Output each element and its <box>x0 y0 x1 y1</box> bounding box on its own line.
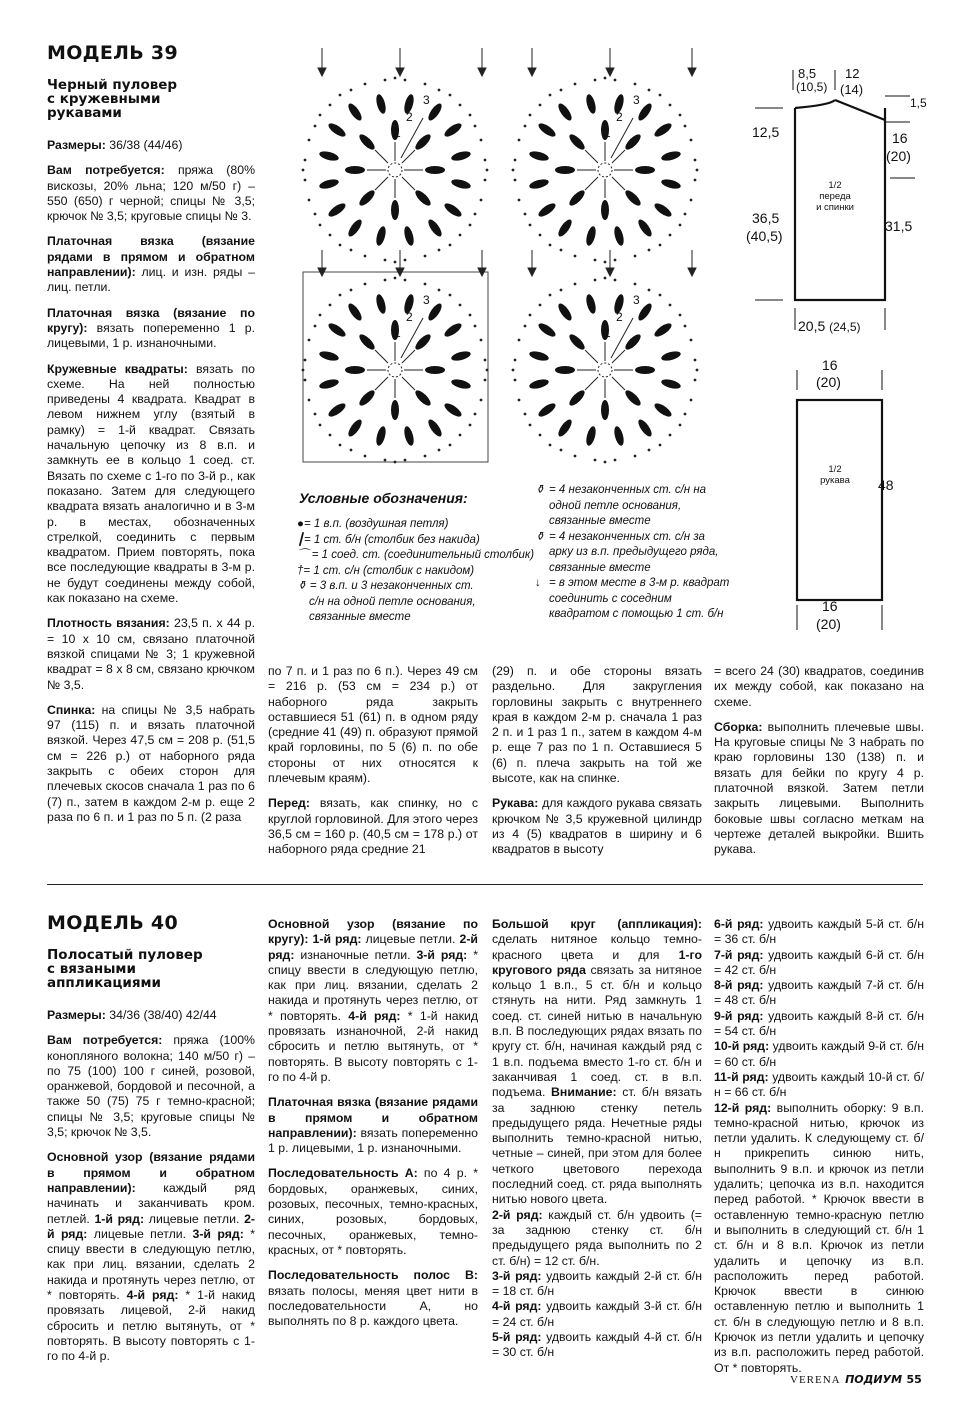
dim-shoulder-alt: (14) <box>840 82 864 97</box>
model-39-column-3: (29) п. и обе стороны вязать раздельно. Для закругления горловины закрыть с внутреннего края в каждом 2-м р. сначала 1 раз 2 п. и 1 раз 1 п., затем в каждом 4-м р. еще 7 раз по 1 п. Оставшиеся 5 (6) п. плеча закрыть на той же высоте, как на спинке. Рукава: для каждого рукава связать крючком № 3,5 кружевной цилиндр из 4 (5) квадратов в ширину и 6 квадратов в высоту <box>492 664 702 857</box>
cluster4-icon: ⚱ <box>535 484 545 496</box>
dim-sleeve-bottom-alt: (20) <box>816 616 841 632</box>
dim-armhole-alt: (20) <box>886 148 911 164</box>
svg-text:1: 1 <box>604 126 611 140</box>
legend-chain: ●= 1 в.п. (воздушная петля) <box>297 518 449 530</box>
dim-neck-width: 8,5 <box>798 66 817 81</box>
crochet-scheme <box>295 40 705 480</box>
row-label-3: 3 <box>423 93 430 107</box>
svg-text:2: 2 <box>616 110 623 124</box>
lace-square-bottom-right <box>512 277 699 464</box>
big-circle-paragraph: Большой круг (аппликация): сделать нитяное кольцо темно-красного цвета и для 1-го кругового ряда связать за нитяное кольцо 1 в.п., 5 ст. б/н и кольцо стянуть на нити. Ряд замкнуть 1 соед. ст. синей нитью в начальную в.п. В последующих рядах вязать по кругу ст. б/н, начиная каждый ряд с 1 в.п. подъема вместо 1-го ст. б/н и заканчивая 1 соед. ст. в в.п. подъема. Внимание: ст. б/н вязать за заднюю стенку петель предыдущего ряда. Нечетные ряды выполнить темно-красной нитью, четные – синей, при этом для более четкого цветового перехода последний соед. ст. ряда выполнять нитью нового цвета. <box>492 917 702 1207</box>
dim-shoulder: 12 <box>845 66 860 81</box>
sizes-paragraph: Размеры: 36/38 (44/46) <box>47 138 183 152</box>
dim-sleeve-length: 48 <box>878 477 894 493</box>
dim-neck-width-alt: (10,5) <box>796 80 828 94</box>
legend-sc: ┃= 1 ст. б/н (столбик без накида) <box>297 533 480 546</box>
main-pattern-rows-paragraph: Основной узор (вязание рядами в прямом и обратном направлении): каждый ряд начинать и заканчивать кром. петлей. 1-й ряд: лицевые петли. 2-й ряд: лицевые петли. 3-й ряд: * спицу ввести в следующую петлю, как при лиц. вязании, сделать 2 накида и протянуть через петлю, от * повторять. 4-й ряд: * 1-й накид провязать лицевой, 2-й накид сбросить и петлю вытянуть, от * повторять. В высоту повторять с 1-го по 4-й р. <box>47 1150 256 1364</box>
svg-text:3: 3 <box>633 93 640 107</box>
model-40-column-4: 6-й ряд: удвоить каждый 5-й ст. б/н = 36 ст. б/н 7-й ряд: удвоить каждый 6-й ст. б/н = 42 ст. б/н 8-й ряд: удвоить каждый 7-й ст. б/н = 48 ст. б/н 9-й ряд: удвоить каждый 8-й ст. б/н = 54 ст. б/н 10-й ряд: удвоить каждый 9-й ст. б/н = 60 ст. б/н 11-й ряд: удвоить каждый 10-й ст. б/н = 66 ст. б/н 12-й ряд: выполнить оборку: 9 в.п. темно-красной нитью, крючок из петли удалить. К следующему ст. б/н прикрепить синюю нить, выполнить 9 в.п. и крючок из петли удалить; цепочка из в.п. находится перед работой. * Крючок ввести в оставленную темно-красную петлю и выполнить в следующий ст. б/н 1 ст. б/н и 8 в.п. Крючок из петли удалить и цепочку из в.п. расположить перед работой. Крючок ввести в синюю оставленную петлю и выполнить 1 ст. б/н в следующую петлю и 8 в.п. Крючок из петли удалить и цепочку из в.п. расположить перед работой. От * повторять. <box>714 917 925 1375</box>
row-label-2: 2 <box>406 110 413 124</box>
lace-squares-paragraph: Кружевные квадраты: вязать по схеме. На ней полностью приведены 4 квадрата. Квадрат в левом нижнем углу (взятый в рамку) = 1-й квадрат. Связать начальную цепочку из 8 в.п. и замкнуть ее в кольцо 1 соед. ст. Вязать по схеме с 1-го по 3-й р., как показано. Затем для следующего квадрата вязать аналогично и в 3-м р. в местах, обозначенных стрелкой, соединить с первым квадратом. Прием повторять, пока все последующие квадраты в 3-м р. не будут соединены между собой, как показано на схеме. <box>47 361 255 606</box>
garter-paragraph: Платочная вязка (вязание рядами в прямом и обратном направлении): вязать попеременно 1 р. лицевыми, 1 р. изнаночными. <box>268 1095 478 1156</box>
brand-podium: ПОДИУМ <box>845 1373 903 1386</box>
page-number: 55 <box>906 1373 922 1386</box>
row-label-1: 1 <box>394 126 401 140</box>
model-40-title: МОДЕЛЬ 40 <box>47 912 178 934</box>
model-39-column-4: = всего 24 (30) квадратов, соединив их между собой, как показано на схеме. Сборка: выполнить плечевые швы. На круговые спицы № 3 набрать по краю горловины 130 (138) п. и вязать для бейки по кругу 4 р. платочной вязкой. Затем петли закрыть лицевыми. Выполнить боковые швы согласно меткам на чертеже деталей выкройки. Вшить рукава. <box>714 664 924 857</box>
svg-text:3: 3 <box>633 293 640 307</box>
page-footer <box>790 1370 922 1388</box>
legend-cluster4-base: ⚱ = 4 незаконченных ст. с/н на одной петле основания, связанные вместе <box>535 483 730 530</box>
dim-body-width: 20,5 (24,5) <box>798 318 861 334</box>
materials-paragraph: Вам потребуется: пряжа (80% вискозы, 20% льна; 120 м/50 г) – 550 (650) г черной; спицы № 3,5; крючок № 3,5; круговые спицы № 3. <box>47 163 255 224</box>
svg-text:2: 2 <box>616 310 623 324</box>
chain-icon: ● <box>297 518 304 530</box>
legend-cluster3: ⚱ = 3 в.п. и 3 незаконченных ст. <box>297 580 474 592</box>
section-divider <box>47 884 923 885</box>
svg-text:1: 1 <box>394 326 401 340</box>
dim-shoulder-slope: 1,5 <box>910 96 927 110</box>
main-pattern-round-paragraph: Основной узор (вязание по кругу): 1-й ряд: лицевые петли. 2-й ряд: изнаночные петли. 3-й ряд: * спицу ввести в следующую петлю, как при лиц. вязании, сделать 2 накида и протянуть через петлю, от * повторять. 4-й ряд: * 1-й накид провязать изнаночной, 2-й накид сбросить и петлю вытянуть, от * повторять. В высоту повторять с 1-го по 4-й р. <box>268 917 479 1084</box>
legend-join: ↓ = в этом месте в 3-м р. квадрат соединить с соседним квадратом с помощью 1 ст. б/н <box>535 576 730 623</box>
dim-body-length: 36,5 <box>752 210 780 226</box>
back-paragraph: Спинка: на спицы № 3,5 набрать 97 (115) п. и вязать платочной вязкой. Через 47,5 см = 208 р. (51,5 см = 226 р.) от наборного ряда закрыть с обеих сторон для плечевых скосов сначала 1 раз по 6 (7) п., затем в каждом 2-м р. еще 2 раза по 6 п. и 1 раз по 5 п. (2 раза <box>47 702 255 824</box>
sequence-b-paragraph: Последовательность полос В: вязать полосы, меняя цвет нити в последовательности А, но выполнять по 8 р. каждого цвета. <box>268 1268 478 1329</box>
join-arrows <box>318 48 696 276</box>
lace-square-top-left <box>302 77 489 264</box>
front-paragraph: Перед: вязать, как спинку, но с круглой горловиной. Для этого через 36,5 см = 160 р. (40,5 см = 178 р.) от наборного ряда средние 21 <box>268 796 478 857</box>
materials-paragraph: Вам потребуется: пряжа (100% конопляного волокна; 140 м/50 г) – по 75 (100) 100 г синей, розовой, оранжевой, бордовой и песочной, а также 50 (75) 75 г темно-красной; спицы № 3,5; круговые спицы № 3,5; крючок № 3,5. <box>47 1033 255 1140</box>
lace-square-bottom-left <box>302 277 489 464</box>
legend-slst: ⌒ = 1 соед. ст. (соединительный столбик) <box>297 549 535 561</box>
garter-round-paragraph: Платочная вязка (вязание по кругу): вязать попеременно 1 р. лицевыми, 1 р. изнаночными. <box>47 305 255 351</box>
body-piece-label: 1/2 переда и спинки <box>816 180 854 213</box>
model-40-column-1 <box>47 1008 255 1375</box>
dim-body-length-alt: (40,5) <box>746 228 783 244</box>
cluster4-arc-icon: ⚱ <box>535 530 545 543</box>
sleeves-paragraph: Рукава: для каждого рукава связать крючком № 3,5 кружевной цилиндр из 4 (5) квадратов в ширину и 6 квадратов в высоту <box>492 796 702 857</box>
dim-neck-depth: 12,5 <box>752 124 780 140</box>
dim-sleeve-top: 16 <box>822 357 838 373</box>
model-39-subtitle: Черный пуловер с кружевными рукавами <box>47 77 178 121</box>
legend-left: ●= 1 в.п. (воздушная петля) ┃= 1 ст. б/н (столбик без накида) ⌒ = 1 соед. ст. (соединительный столбик) †= 1 ст. с/н (столбик с накидом) ⚱ = 3 в.п. и 3 незаконченных ст. с/н на одной петле основания, связанные вместе <box>297 517 537 626</box>
dc-icon: † <box>297 564 304 577</box>
assembly-paragraph: Сборка: выполнить плечевые швы. На круговые спицы № 3 набрать по краю горловины 130 (138) п. и вязать для бейки по кругу 4 р. платочной вязкой. Затем петли закрыть лицевыми. Выполнить боковые швы согласно меткам на чертеже деталей выкройки. Вшить рукава. <box>714 719 924 857</box>
down-arrow-icon: ↓ <box>535 577 541 589</box>
legend-right <box>535 483 730 623</box>
slst-icon: ⌒ <box>297 549 312 561</box>
gauge-paragraph: Плотность вязания: 23,5 п. x 44 р. = 10 x 10 см, связано платочной вязкой спицами № 3; 1 кружевной квадрат = 8 x 8 см, связано крючком № 3,5. <box>47 616 255 692</box>
svg-text:1: 1 <box>604 326 611 340</box>
legend-title: Условные обозначения: <box>299 490 468 506</box>
pattern-schematic <box>735 60 935 640</box>
lace-square-top-right <box>512 77 699 264</box>
sizes-paragraph: Размеры: 34/36 (38/40) 42/44 <box>47 1008 217 1022</box>
svg-text:2: 2 <box>406 310 413 324</box>
sleeve-piece-label: 1/2 рукава <box>820 464 850 486</box>
legend-cluster4-arc: ⚱ = 4 незаконченных ст. с/н за арку из в.п. предыдущего ряда, связанные вместе <box>535 530 730 577</box>
model-39-title: МОДЕЛЬ 39 <box>47 42 178 64</box>
garter-rows-paragraph: Платочная вязка (вязание рядами в прямом и обратном направлении): лиц. и изн. ряды – лиц. петли. <box>47 234 255 295</box>
sequence-a-paragraph: Последовательность А: по 4 р. * бордовых, оранжевых, синих, розовых, песочных, темно-красных, синих, розовых, бордовых, песочных, оранжевых, темно-красных, от * повторять. <box>268 1166 478 1257</box>
brand-verena: VERENA <box>790 1374 841 1386</box>
model-40-column-2 <box>268 917 478 1339</box>
sc-icon: ┃ <box>297 533 304 546</box>
model-40-subtitle: Полосатый пуловер с вязаными аппликациями <box>47 947 203 991</box>
model-40-column-3: Большой круг (аппликация): сделать нитяное кольцо темно-красного цвета и для 1-го кругового ряда связать за нитяное кольцо 1 в.п., 5 ст. б/н и кольцо стянуть на нити. Ряд замкнуть 1 соед. ст. синей нитью в начальную в.п. В последующих рядах вязать по кругу ст. б/н, начиная каждый ряд с 1 в.п. подъема вместо 1-го ст. б/н и заканчивая 1 соед. ст. в в.п. подъема. Внимание: ст. б/н вязать за заднюю стенку петель предыдущего ряда. Нечетные ряды выполнить темно-красной нитью, четные – синей, при этом для более четкого цветового перехода последний соед. ст. ряда выполнять нитью нового цвета. 2-й ряд: каждый ст. б/н удвоить (= за заднюю стенку ст. б/н предыдущего ряда выполнить по 2 ст. б/н) = 12 ст. б/н. 3-й ряд: удвоить каждый 2-й ст. б/н = 18 ст. б/н 4-й ряд: удвоить каждый 3-й ст. б/н = 24 ст. б/н 5-й ряд: удвоить каждый 4-й ст. б/н = 30 ст. б/н <box>492 917 702 1360</box>
dim-side: 31,5 <box>885 218 913 234</box>
dim-armhole: 16 <box>892 130 908 146</box>
cluster3-icon: ⚱ <box>297 580 310 592</box>
legend-dc: †= 1 ст. с/н (столбик с накидом) <box>297 564 475 577</box>
model-39-column-1 <box>47 138 255 835</box>
model-39-column-2: по 7 п. и 1 раз по 6 п.). Через 49 см = 216 р. (53 см = 234 р.) от наборного ряда закрыть оставшиеся 51 (61) п. в одном ряду (средние 41 (49) п. образуют прямой край горловины, по 5 (6) п. по обе стороны от них относятся к плечевым краям). Перед: вязать, как спинку, но с круглой горловиной. Для этого через 36,5 см = 160 р. (40,5 см = 178 р.) от наборного ряда средние 21 <box>268 664 478 857</box>
svg-text:3: 3 <box>423 293 430 307</box>
dim-sleeve-top-alt: (20) <box>816 374 841 390</box>
dim-sleeve-bottom: 16 <box>822 598 838 614</box>
